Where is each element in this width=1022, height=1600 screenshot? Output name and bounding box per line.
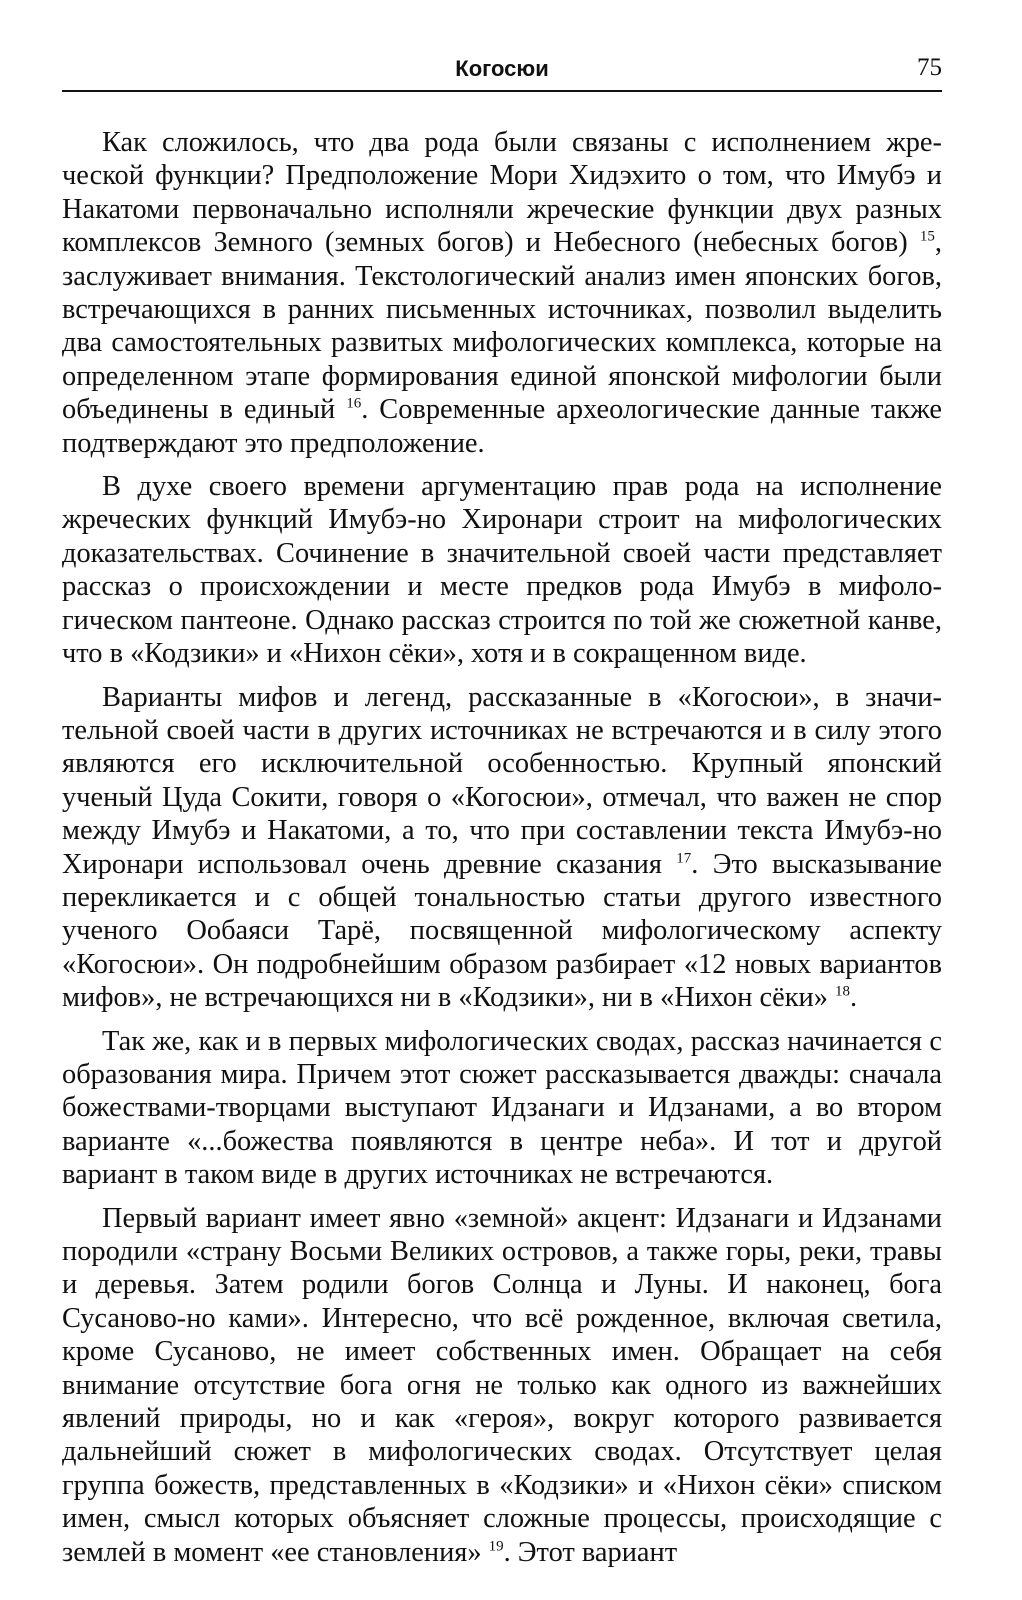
paragraph-3 xyxy=(62,681,942,1015)
text-run: В духе своего времени аргументацию прав рода на исполнение жреческих функций Имубэ-но Хиронари строит на мифологических доказательствах. Сочинение в значительной своей части представляет рассказ о происхождении и месте предков рода Имубэ в мифологическом пантеоне. Однако рассказ строится по той же сюжетной канве, что в «Кодзики» и «Нихон сёки», хотя и в сокращенном виде. xyxy=(62,471,942,670)
text-run: Как сложилось, что два рода были связаны с исполнением жреческой функции? Предположение Мори Хидэхито о том, что Имубэ и Накатоми первоначально исполняли жреческие функции двух разных комплексов Земного (земных богов) и Небесного (небесных богов) xyxy=(62,127,942,259)
page-body xyxy=(62,126,942,1569)
book-page xyxy=(62,50,942,1579)
text-run: . xyxy=(850,982,858,1014)
footnote-ref-18: 18 xyxy=(835,983,851,1000)
paragraph-4 xyxy=(62,1025,942,1192)
footnote-ref-19: 19 xyxy=(488,1538,504,1555)
text-run: , заслуживает внимания. Текстологический анализ имен японских богов, встречающихся в ранних письменных источниках, позволил выделить два самостоятельных развитых мифологических комплекса, которые на определенном этапе формирования единой японской мифологии были объединены в единый xyxy=(62,227,942,426)
page-number: 75 xyxy=(917,54,942,81)
page-header xyxy=(62,50,942,92)
text-run: . Это высказывание перекликается и с общей тональностью статьи другого известного ученого Ообаяси Тарё, посвященной мифологическому аспекту «Когосюи». Он подробнейшим образом разбирает «12 новых вариантов мифов», не встречающихся ни в «Кодзики», ни в «Нихон сёки» xyxy=(62,848,942,1014)
text-run: Так же, как и в первых мифологических сводах, рассказ начинается с образования мира. Причем этот сюжет рассказывается дважды: сначала божествами-творцами выступают Идзанаги и Идзанами, а во втором варианте «...божества появляются в центре неба». И тот и другой вариант в таком виде в других источниках не встречаются. xyxy=(62,1025,942,1191)
paragraph-2 xyxy=(62,470,942,670)
footnote-ref-17: 17 xyxy=(676,850,692,867)
text-run: Варианты мифов и легенд, рассказанные в «Когосюи», в значительной своей части в других источниках не встречаются и в силу этого являются его исключительной особенностью. Крупный японский ученый Цуда Сокити, говоря о «Когосюи», отмечал, что важен не спор между Имубэ и Накатоми, а то, что при составлении текста Имубэ-но Хиронари использовал очень древние сказания xyxy=(62,681,942,880)
text-run: Первый вариант имеет явно «земной» акцент: Идзанаги и Идзанами породили «страну Восьми Великих островов, а также горы, реки, травы и деревья. Затем родили богов Солнца и Луны. И наконец, бога Сусаново-но ками». Интересно, что всё рожденное, включая светила, кроме Сусаново, не имеет собственных имен. Обращает на себя внимание отсутствие бога огня не только как одного из важнейших явлений природы, но и как «героя», вокруг которого развивается дальнейший сюжет в мифологических сводах. Отсутствует целая группа божеств, представленных в «Кодзики» и «Нихон сёки» списком имен, смысл которых объясняет сложные процессы, происходящие с землей в момент «ее становления» xyxy=(62,1202,942,1568)
text-run: . Современные археологические данные также подтверждают это предположение. xyxy=(62,394,942,459)
text-run: . Этот вариант xyxy=(503,1536,678,1568)
running-title: Когосюи xyxy=(455,56,549,81)
footnote-ref-15: 15 xyxy=(919,228,935,245)
footnote-ref-16: 16 xyxy=(346,395,362,412)
paragraph-5 xyxy=(62,1202,942,1569)
paragraph-1 xyxy=(62,126,942,460)
